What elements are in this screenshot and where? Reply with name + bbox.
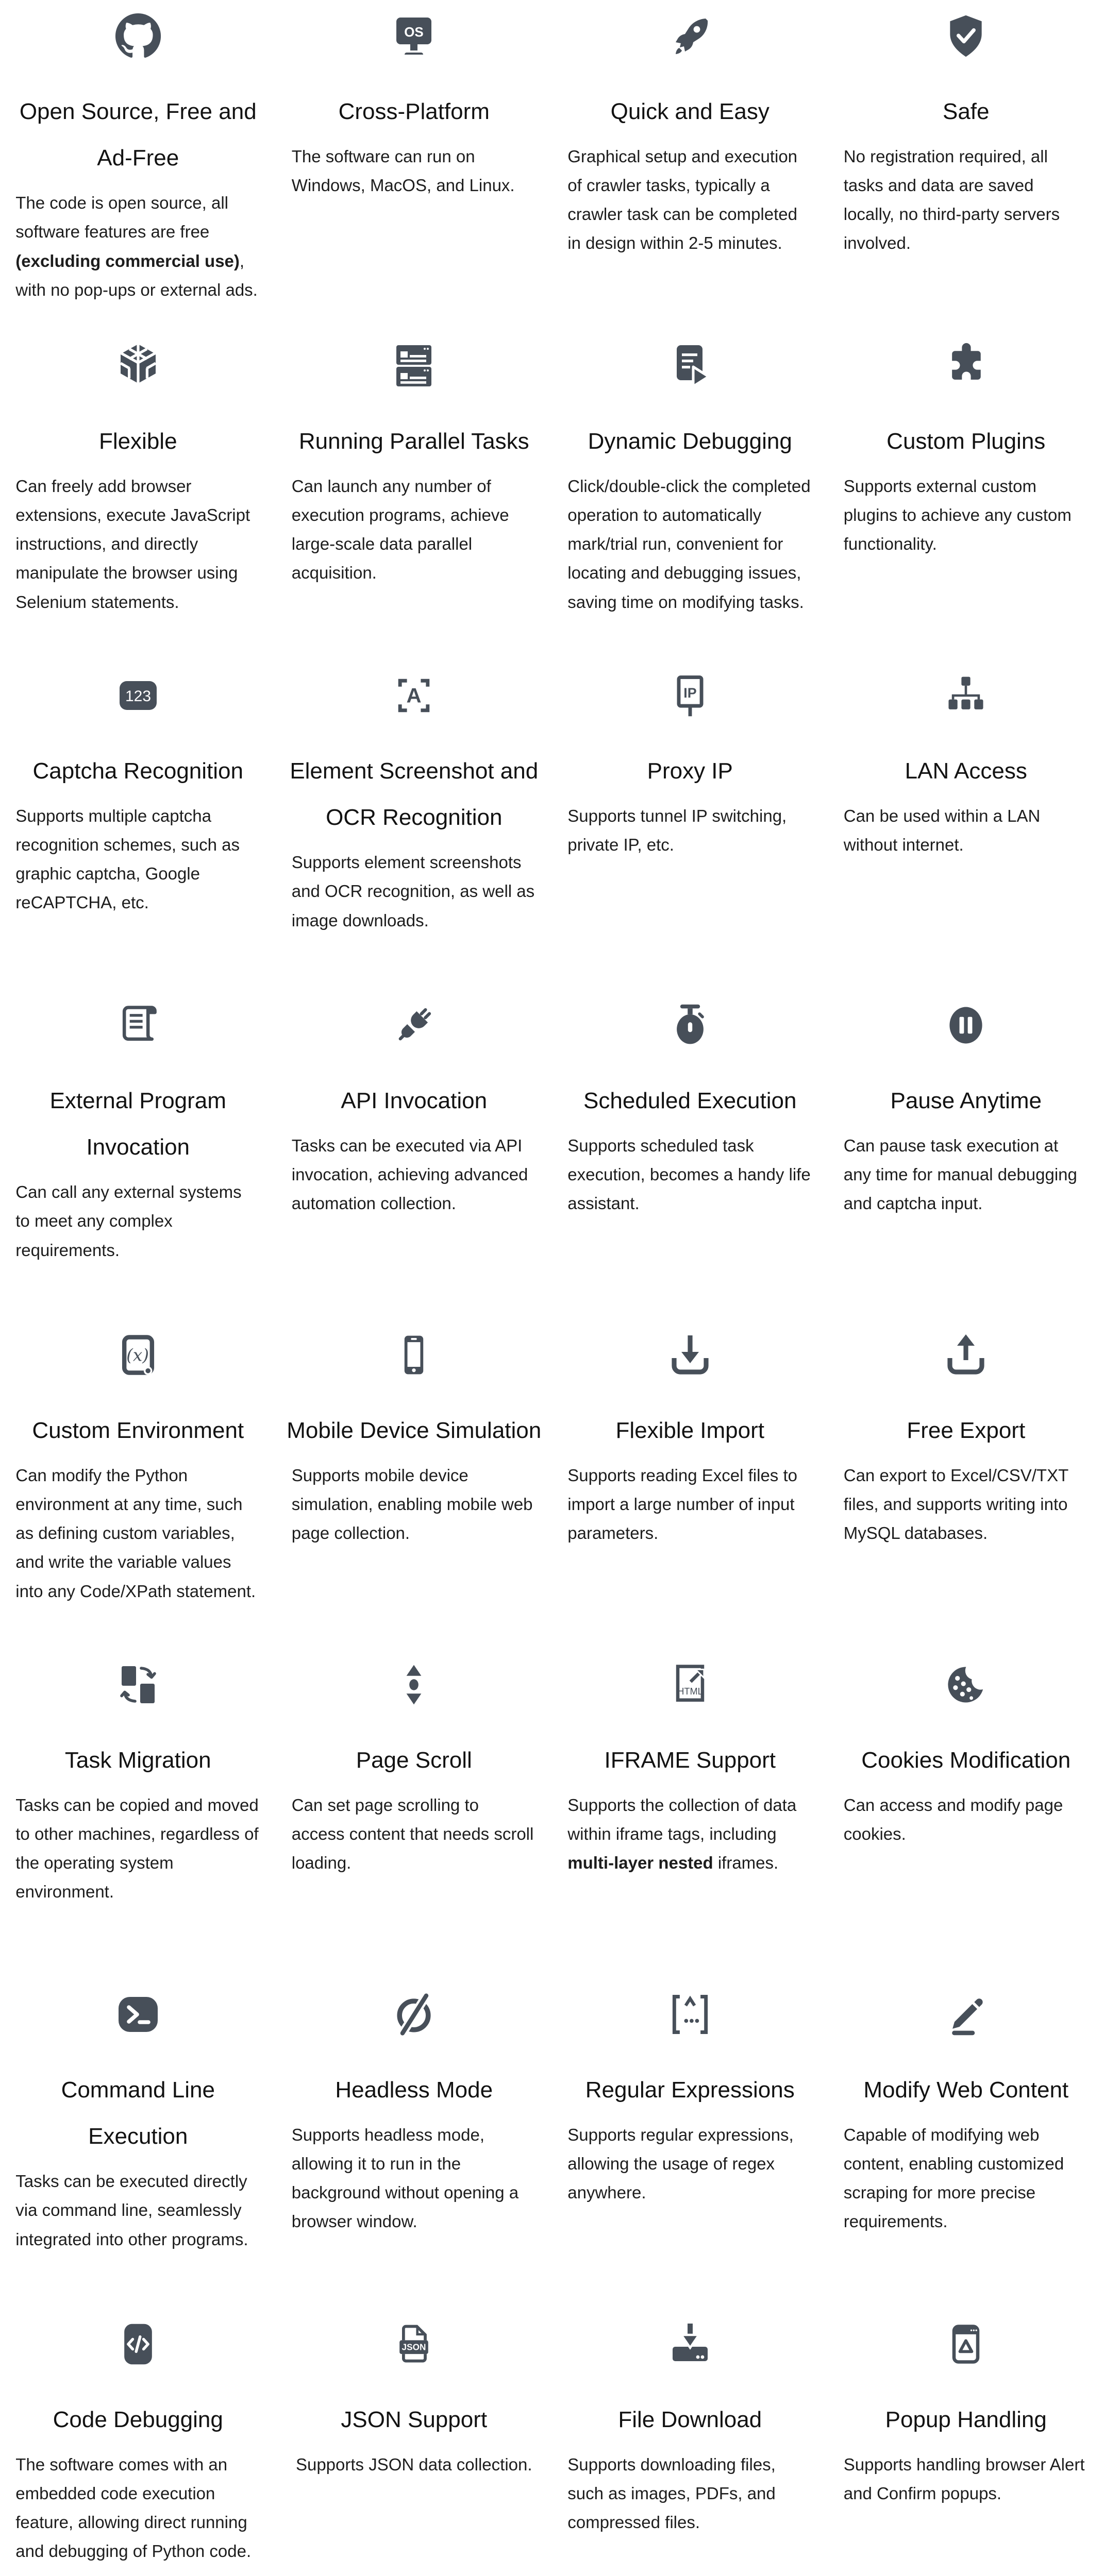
feature-card — [276, 1660, 553, 1877]
feature-description-text: Tasks can be copied and moved to other machines, regardless of the operating system environment. — [15, 1795, 258, 1901]
feature-description — [844, 472, 1089, 558]
terminal-icon — [113, 1990, 163, 2039]
feature-description-text: Supports multiple captcha recognition schemes, such as graphic captcha, Google reCAPTCHA, etc. — [15, 806, 240, 912]
feature-title: Quick and Easy — [611, 89, 770, 135]
feature-description — [844, 142, 1089, 258]
feature-card — [552, 1990, 828, 2207]
svg-text:OS: OS — [404, 24, 424, 40]
feature-card — [552, 1660, 828, 1877]
feature-title: Cross-Platform — [339, 89, 490, 135]
feature-description — [567, 472, 812, 616]
feature-title: Element Screenshot and OCR Recognition — [285, 748, 543, 841]
feature-title: Dynamic Debugging — [588, 418, 792, 465]
feature-card — [552, 341, 828, 617]
feature-card — [276, 2319, 553, 2479]
feature-description — [15, 472, 260, 616]
feature-title: File Download — [618, 2397, 762, 2443]
feature-title: Command Line Execution — [9, 2067, 267, 2160]
feature-description — [292, 142, 537, 200]
feature-title: Modify Web Content — [863, 2067, 1068, 2113]
feature-description — [567, 1791, 812, 1877]
proxy-ip-icon — [666, 671, 714, 720]
svg-text:JSON: JSON — [402, 2342, 426, 2352]
feature-card — [276, 341, 553, 588]
feature-title: Free Export — [907, 1408, 1025, 1454]
rocket-icon — [665, 11, 715, 61]
feature-card — [828, 671, 1104, 859]
captcha-123-icon — [113, 671, 163, 720]
feature-title: Open Source, Free and Ad-Free — [9, 89, 267, 181]
script-scroll-icon — [114, 1001, 162, 1050]
feature-description — [844, 2450, 1089, 2508]
feature-description — [844, 2121, 1089, 2236]
feature-card — [828, 1660, 1104, 1849]
export-tray-icon — [941, 1330, 991, 1380]
feature-description-text: Tasks can be executed via API invocation, achieving advanced automation collection. — [292, 1136, 528, 1213]
feature-card — [552, 671, 828, 859]
feature-description — [292, 2121, 537, 2236]
feature-description-text: The software can run on Windows, MacOS, and Linux. — [292, 147, 515, 195]
pause-circle-icon — [942, 1001, 990, 1050]
feature-title: External Program Invocation — [9, 1078, 267, 1171]
svg-text:IP: IP — [683, 685, 696, 701]
feature-description — [15, 1461, 260, 1605]
shield-check-icon — [942, 11, 990, 61]
feature-card — [276, 1990, 553, 2236]
lan-network-icon — [942, 671, 990, 720]
feature-description-text: Supports handling browser Alert and Confirm popups. — [844, 2455, 1085, 2503]
feature-card — [828, 1001, 1104, 1218]
feature-card — [276, 1330, 553, 1548]
feature-description — [844, 1791, 1089, 1849]
feature-title: Mobile Device Simulation — [287, 1408, 541, 1454]
feature-card — [276, 671, 553, 935]
feature-description-text: The software comes with an embedded code execution feature, allowing direct running and debugging of Python code. — [15, 2455, 251, 2561]
feature-description-text: Supports element screenshots and OCR recognition, as well as image downloads. — [292, 853, 534, 929]
feature-description — [292, 848, 537, 935]
feature-title: Pause Anytime — [891, 1078, 1042, 1124]
feature-description-text: Can set page scrolling to access content that needs scroll loading. — [292, 1795, 534, 1872]
ocr-scan-icon — [390, 671, 438, 720]
feature-card — [0, 11, 276, 304]
feature-card — [552, 1001, 828, 1218]
feature-card — [0, 671, 276, 918]
feature-description — [567, 2121, 812, 2207]
svg-text:(x): (x) — [126, 1346, 149, 1365]
puzzle-icon — [942, 341, 990, 391]
feature-title: Flexible — [99, 418, 177, 465]
feature-title: Regular Expressions — [586, 2067, 795, 2113]
feature-description-text: Can call any external systems to meet any complex requirements. — [15, 1182, 241, 1259]
feature-description-text: Supports regular expressions, allowing the usage of regex anywhere. — [567, 2125, 793, 2202]
svg-text:A: A — [407, 684, 422, 707]
feature-description — [844, 802, 1089, 859]
stopwatch-icon — [666, 1001, 714, 1050]
feature-description-text: Click/double-click the completed operation to automatically mark/trial run, convenient for locating and debugging issues, saving time on modifying tasks. — [567, 477, 810, 611]
parallel-windows-icon — [389, 341, 439, 391]
cookie-icon — [942, 1660, 990, 1709]
feature-card — [0, 1660, 276, 1907]
feature-card — [552, 1330, 828, 1548]
plug-icon — [390, 1001, 438, 1050]
feature-card — [828, 1330, 1104, 1548]
feature-description-text: Can be used within a LAN without internet. — [844, 806, 1041, 854]
feature-title: Page Scroll — [356, 1737, 472, 1784]
feature-description-text: Supports tunnel IP switching, private IP, etc. — [567, 806, 787, 854]
feature-description-text: Supports mobile device simulation, enabling mobile web page collection. — [292, 1466, 533, 1543]
feature-card — [828, 11, 1104, 258]
feature-description — [15, 802, 260, 917]
code-tags-icon — [114, 2319, 162, 2369]
feature-description — [15, 1178, 260, 1264]
variable-tablet-icon — [114, 1330, 162, 1380]
feature-description — [15, 2167, 260, 2253]
feature-description — [15, 1791, 260, 1906]
feature-description-text: Supports headless mode, allowing it to run in the background without opening a browser window. — [292, 2125, 518, 2231]
feature-description-text: Supports JSON data collection. — [296, 2455, 532, 2474]
feature-title: Custom Environment — [32, 1408, 244, 1454]
feature-description-text: Graphical setup and execution of crawler tasks, typically a crawler task can be completed in design within 2-5 minutes. — [567, 147, 797, 252]
feature-description — [292, 1131, 537, 1218]
feature-description — [844, 1131, 1089, 1218]
feature-description — [296, 2450, 532, 2479]
feature-title: Popup Handling — [885, 2397, 1047, 2443]
feature-card — [0, 2319, 276, 2566]
feature-title: JSON Support — [341, 2397, 487, 2443]
feature-card — [276, 11, 553, 200]
feature-card — [828, 1990, 1104, 2236]
feature-description — [292, 472, 537, 587]
feature-card — [828, 2319, 1104, 2508]
task-migration-icon — [113, 1660, 163, 1709]
popup-alert-icon — [942, 2319, 990, 2369]
feature-title: Task Migration — [65, 1737, 211, 1784]
feature-description — [567, 2450, 812, 2537]
github-icon — [114, 11, 162, 61]
feature-title: Scheduled Execution — [583, 1078, 796, 1124]
feature-description-text: iframes. — [713, 1853, 779, 1872]
regex-brackets-icon — [666, 1990, 714, 2039]
feature-title: Custom Plugins — [886, 418, 1045, 465]
cube-icon — [113, 341, 163, 391]
feature-title: Running Parallel Tasks — [299, 418, 529, 465]
page-scroll-icon — [390, 1660, 438, 1709]
feature-description-text: Supports downloading files, such as images, PDFs, and compressed files. — [567, 2455, 776, 2532]
pencil-icon — [942, 1990, 990, 2039]
feature-description — [15, 189, 260, 304]
feature-description — [292, 1791, 537, 1877]
file-download-icon — [665, 2319, 715, 2369]
feature-description-text: The code is open source, all software features are free — [15, 193, 228, 241]
feature-description — [567, 1131, 812, 1218]
feature-description — [567, 802, 812, 859]
feature-description-text: Supports the collection of data within iframe tags, including — [567, 1795, 796, 1843]
feature-description-text: Capable of modifying web content, enabling customized scraping for more precise requirements. — [844, 2125, 1064, 2231]
html-frame-icon — [666, 1660, 714, 1709]
feature-title: Flexible Import — [615, 1408, 764, 1454]
feature-description-bold-text: multi-layer nested — [567, 1853, 713, 1872]
feature-description-bold-text: (excluding commercial use) — [15, 251, 240, 270]
feature-title: IFRAME Support — [604, 1737, 776, 1784]
feature-description — [567, 142, 812, 258]
feature-title: Headless Mode — [335, 2067, 493, 2113]
feature-title: Cookies Modification — [861, 1737, 1070, 1784]
feature-card — [276, 1001, 553, 1218]
smartphone-icon — [390, 1330, 438, 1380]
feature-description — [844, 1461, 1089, 1548]
json-file-icon — [390, 2319, 438, 2369]
feature-description-text: Can pause task execution at any time for manual debugging and captcha input. — [844, 1136, 1077, 1213]
feature-description-text: Can modify the Python environment at any time, such as defining custom variables, and write the variable values into any Code/XPath statement. — [15, 1466, 256, 1600]
feature-title: Proxy IP — [647, 748, 733, 794]
feature-card — [552, 2319, 828, 2537]
feature-description-text: No registration required, all tasks and data are saved locally, no third-party servers involved. — [844, 147, 1060, 252]
import-tray-icon — [665, 1330, 715, 1380]
document-play-icon — [665, 341, 715, 391]
feature-description-text: , with no pop-ups or external ads. — [15, 251, 258, 299]
feature-description — [567, 1461, 812, 1548]
feature-description-text: Can launch any number of execution programs, achieve large-scale data parallel acquisition. — [292, 477, 509, 582]
feature-card — [0, 341, 276, 617]
feature-card — [828, 341, 1104, 558]
feature-title: API Invocation — [341, 1078, 487, 1124]
svg-text:123: 123 — [125, 688, 151, 705]
feature-title: Code Debugging — [53, 2397, 223, 2443]
feature-title: Safe — [943, 89, 990, 135]
os-monitor-icon — [389, 11, 439, 61]
headless-slash-icon — [390, 1990, 438, 2039]
feature-description-text: Tasks can be executed directly via command line, seamlessly integrated into other programs. — [15, 2172, 248, 2248]
feature-description-text: Can export to Excel/CSV/TXT files, and supports writing into MySQL databases. — [844, 1466, 1068, 1543]
feature-card — [0, 1990, 276, 2254]
feature-card — [0, 1330, 276, 1606]
feature-description-text: Supports scheduled task execution, becomes a handy life assistant. — [567, 1136, 810, 1213]
feature-description-text: Can freely add browser extensions, execute JavaScript instructions, and directly manipulate the browser using Selenium statements. — [15, 477, 250, 611]
feature-description — [292, 1461, 537, 1548]
feature-description-text: Supports external custom plugins to achieve any custom functionality. — [844, 477, 1072, 553]
feature-title: LAN Access — [905, 748, 1027, 794]
feature-description-text: Supports reading Excel files to import a large number of input parameters. — [567, 1466, 797, 1543]
feature-description-text: Can access and modify page cookies. — [844, 1795, 1063, 1843]
svg-text:HTML: HTML — [677, 1686, 703, 1697]
feature-description — [15, 2450, 260, 2566]
feature-card — [0, 1001, 276, 1265]
feature-title: Captcha Recognition — [33, 748, 243, 794]
feature-card — [552, 11, 828, 258]
